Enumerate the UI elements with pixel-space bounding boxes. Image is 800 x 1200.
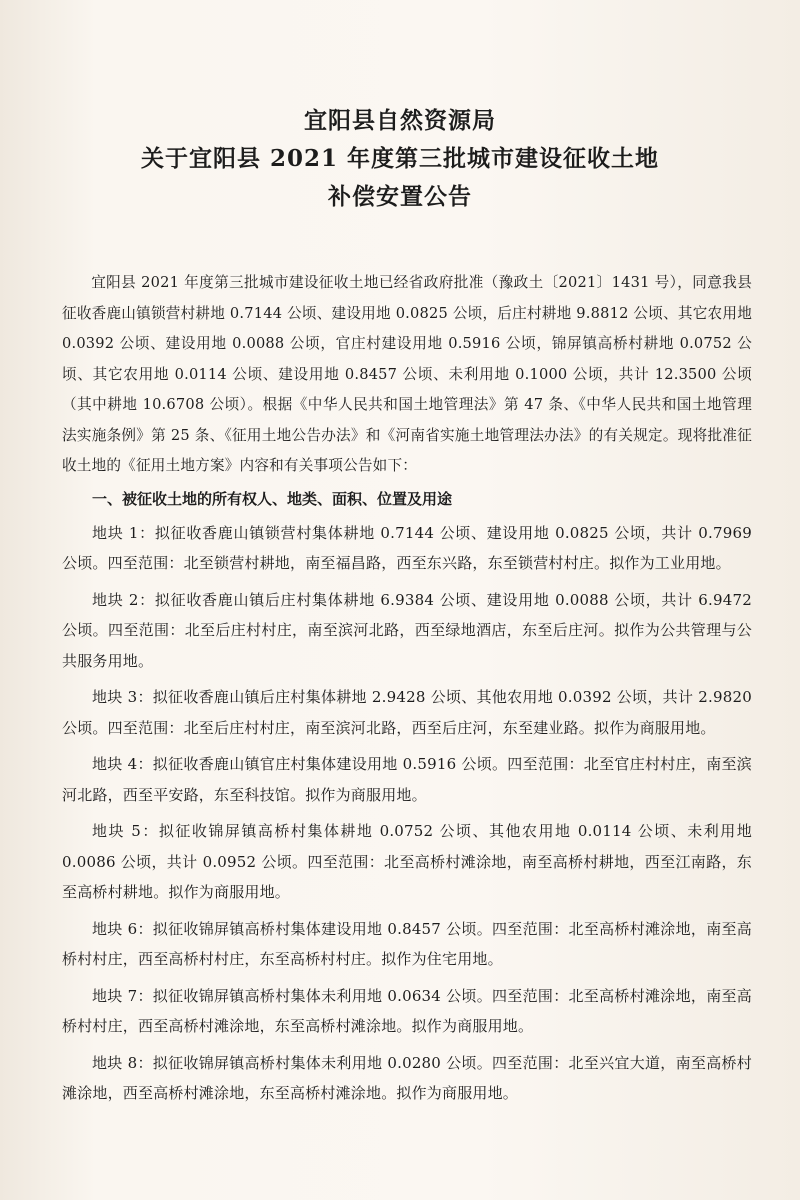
document-title-issuer: 宜阳县自然资源局 [304,107,496,134]
section-heading: 一、被征收土地的所有权人、地类、面积、位置及用途 [92,489,453,508]
plot-paragraph-1: 地块 1：拟征收香鹿山镇锁营村集体耕地 0.7144 公顷、建设用地 0.0825 公顷，共计 0.7969 公顷。四至范围：北至锁营村耕地，南至福昌路，西至东兴路，东至锁营村村庄。拟作为工业用地。 [62,523,752,572]
plot-paragraph-2: 地块 2：拟征收香鹿山镇后庄村集体耕地 6.9384 公顷、建设用地 0.0088 公顷，共计 6.9472 公顷。四至范围：北至后庄村村庄，南至滨河北路，西至绿地酒店，东至后庄河。拟作为公共管理与公共服务用地。 [62,590,752,670]
plot-paragraph-6: 地块 6：拟征收锦屏镇高桥村集体建设用地 0.8457 公顷。四至范围：北至高桥村滩涂地，南至高桥村村庄，西至高桥村村庄，东至高桥村村庄。拟作为住宅用地。 [62,919,752,968]
plot-paragraph-7: 地块 7：拟征收锦屏镇高桥村集体未利用地 0.0634 公顷。四至范围：北至高桥村滩涂地，南至高桥村村庄，西至高桥村滩涂地，东至高桥村滩涂地。拟作为商服用地。 [62,986,752,1035]
plot-paragraph-5: 地块 5：拟征收锦屏镇高桥村集体耕地 0.0752 公顷、其他农用地 0.0114 公顷、未利用地 0.0086 公顷，共计 0.0952 公顷。四至范围：北至高桥村滩涂地，南至高桥村耕地，西至江南路，东至高桥村耕地。拟作为商服用地。 [62,822,752,901]
plot-paragraph-4: 地块 4：拟征收香鹿山镇官庄村集体建设用地 0.5916 公顷。四至范围：北至官庄村村庄，南至滨河北路，西至平安路，东至科技馆。拟作为商服用地。 [62,755,752,804]
plot-paragraph-3: 地块 3：拟征收香鹿山镇后庄村集体耕地 2.9428 公顷、其他农用地 0.0392 公顷，共计 2.9820 公顷。四至范围：北至后庄村村庄，南至滨河北路，西至后庄河，东至建业路。拟作为商服用地。 [62,688,752,737]
document-title-type: 补偿安置公告 [328,183,472,210]
intro-paragraph: 宜阳县 2021 年度第三批城市建设征收土地已经省政府批准（豫政土〔2021〕1431 号），同意我县征收香鹿山镇锁营村耕地 0.7144 公顷、建设用地 0.0825 公顷，后庄村耕地 9.8812 公顷、其它农用地 0.0392 公顷、建设用地 0.0088 公顷，官庄村建设用地 0.5916 公顷，锦屏镇高桥村耕地 0.0752 公顷、其它农用地 0.0114 公顷、建设用地 0.8457 公顷、未利用地 0.1000 公顷，共计 12.3500 公顷（其中耕地 10.6708 公顷）。根据《中华人民共和国土地管理法》第 47 条、《中华人民共和国土地管理法实施条例》第 25 条、《征用土地公告办法》和《河南省实施土地管理法办法》的有关规定。现将批准征收土地的《征用土地方案》内容和有关事项公告如下： [62,274,752,474]
document-title-subject: 关于宜阳县 2021 年度第三批城市建设征收土地 [140,145,660,172]
document-body [62,268,752,1109]
plot-paragraph-8: 地块 8：拟征收锦屏镇高桥村集体未利用地 0.0280 公顷。四至范围：北至兴宜大道，南至高桥村滩涂地，西至高桥村滩涂地，东至高桥村滩涂地。拟作为商服用地。 [62,1053,752,1102]
